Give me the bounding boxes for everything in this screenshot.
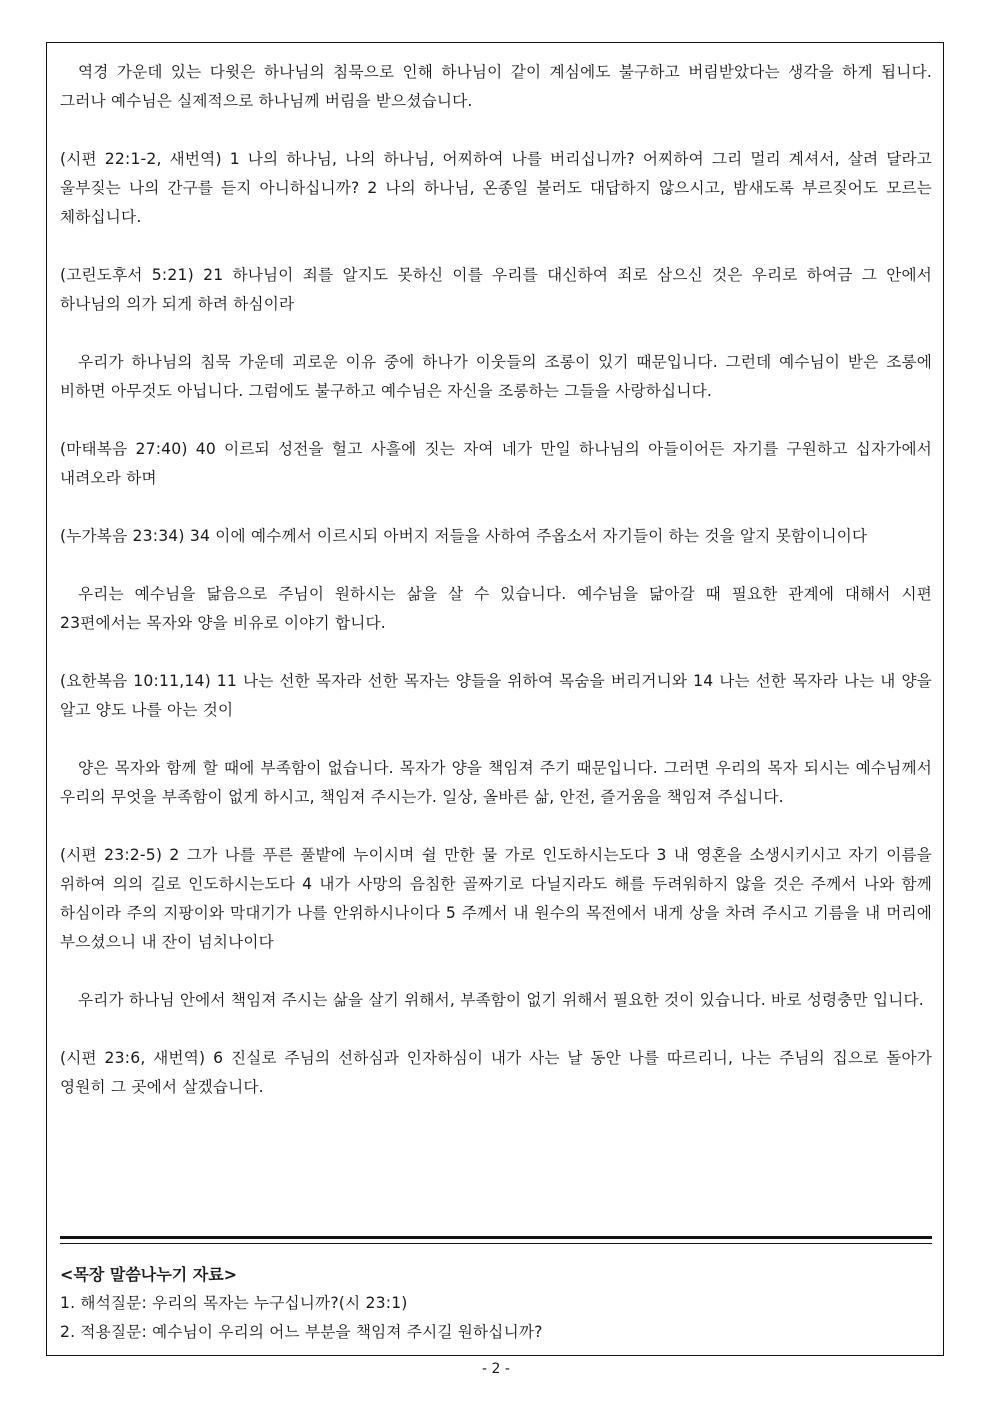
scripture-2cor-5: (고린도후서 5:21) 21 하나님이 죄를 알지도 못하신 이를 우리를 대신하여 죄로 삼으신 것은 우리로 하여금 그 안에서 하나님의 의가 되게 하려 하심이라 [60, 266, 932, 313]
scripture-luke-23: (누가복음 23:34) 34 이에 예수께서 이르시되 아버지 저들을 사하여 주옵소서 자기들이 하는 것을 알지 못함이니이다 [60, 527, 868, 545]
paragraph-2: 우리가 하나님의 침묵 가운데 괴로운 이유 중에 하나가 이웃들의 조롱이 있기 때문입니다. 그런데 예수님이 받은 조롱에 비하면 아무것도 아닙니다. 그럼에도 불구하고 예수님은 자신을 조롱하는 그들을 사랑하십니다. [60, 353, 932, 400]
scripture-matthew-27: (마태복음 27:40) 40 이르되 성전을 헐고 사흘에 짓는 자여 네가 만일 하나님의 아들이어든 자기를 구원하고 십자가에서 내려오라 하며 [60, 440, 932, 487]
paragraph-4: 양은 목자와 함께 할 때에 부족함이 없습니다. 목자가 양을 책임져 주기 때문입니다. 그러면 우리의 목자 되시는 예수님께서 우리의 무엇을 부족함이 없게 하시고, 책임져 주시는가. 일상, 올바른 삶, 안전, 즐거움을 책임져 주십니다. [60, 759, 932, 806]
discussion-section [60, 1260, 932, 1347]
paragraph-3: 우리는 예수님을 닮음으로 주님이 원하시는 삶을 살 수 있습니다. 예수님을 닮아갈 때 필요한 관계에 대해서 시편 23편에서는 목자와 양을 비유로 이야기 합니다. [60, 585, 932, 632]
page-number: - 2 - [482, 1361, 510, 1377]
discussion-question-2: 2. 적용질문: 예수님이 우리의 어느 부분을 책임져 주시길 원하십니까? [60, 1323, 543, 1341]
divider-thin [60, 1243, 932, 1244]
scripture-psalm-23-2-5: (시편 23:2-5) 2 그가 나를 푸른 풀밭에 누이시며 쉴 만한 물 가로 인도하시는도다 3 내 영혼을 소생시키시고 자기 이름을 위하여 의의 길로 인도하시는도다 4 내가 사망의 음침한 골짜기로 다닐지라도 해를 두려워하지 않을 것은 주께서 나와 함께 하심이라 주의 지팡이와 막대기가 나를 안위하시나이다 5 주께서 내 원수의 목전에서 내게 상을 차려 주시고 기름을 내 머리에 부으셨으니 내 잔이 넘치나이다 [60, 846, 932, 951]
scripture-psalm-22: (시편 22:1-2, 새번역) 1 나의 하나님, 나의 하나님, 어찌하여 나를 버리십니까? 어찌하여 그리 멀리 계셔서, 살려 달라고 울부짖는 나의 간구를 듣지 아니하십니까? 2 나의 하나님, 온종일 불러도 대답하지 않으시고, 밤새도록 부르짖어도 모르는 체하십니다. [60, 150, 932, 226]
divider-thick [60, 1236, 932, 1239]
paragraph-1: 역경 가운데 있는 다윗은 하나님의 침묵으로 인해 하나님이 같이 계심에도 불구하고 버림받았다는 생각을 하게 됩니다. 그러나 예수님은 실제적으로 하나님께 버림을 받으셨습니다. [60, 63, 932, 110]
scripture-psalm-23-6: (시편 23:6, 새번역) 6 진실로 주님의 선하심과 인자하심이 내가 사는 날 동안 나를 따르리니, 나는 주님의 집으로 돌아가 영원히 그 곳에서 살겠습니다. [60, 1049, 932, 1096]
sermon-body [60, 58, 932, 1102]
scripture-john-10: (요한복음 10:11,14) 11 나는 선한 목자라 선한 목자는 양들을 위하여 목숨을 버리거니와 14 나는 선한 목자라 나는 내 양을 알고 양도 나를 아는 것이 [60, 672, 932, 719]
discussion-question-1: 1. 해석질문: 우리의 목자는 누구십니까?(시 23:1) [60, 1294, 408, 1312]
discussion-title: <목장 말씀나누기 자료> [60, 1265, 238, 1284]
paragraph-5: 우리가 하나님 안에서 책임져 주시는 삶을 살기 위해서, 부족함이 없기 위해서 필요한 것이 있습니다. 바로 성령충만 입니다. [78, 991, 924, 1009]
